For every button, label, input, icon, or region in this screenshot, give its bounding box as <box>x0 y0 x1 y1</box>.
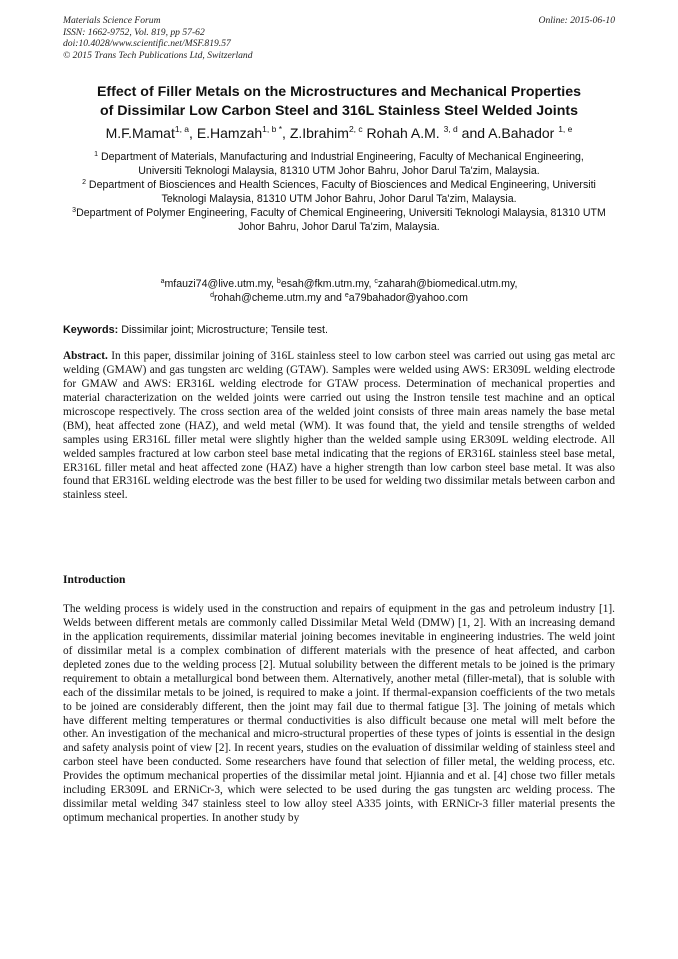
author-emails <box>72 278 606 306</box>
author-separator: , <box>282 125 290 141</box>
introduction-paragraph: The welding process is widely used in the construction and repairs of equipment in the gas and petroleum industry [1]. Welds between different metals are commonly called Dissimilar Metal Weld (DMW) [1, 2]. With an increasing demand in the application requirements, dissimilar material joining becomes inevitable in engineering industries. The weld joint of dissimilar metal is a complex combination of different materials with the presence of heat affected, and carbon depleted zones due to the welding process [2]. Mutual solubility between the different metals to be joined is the primary requirement to obtain a metallurgical bond between them. Alternatively, another metal (filler-metal), that is soluble with each of the dissimilar metals to be joined, is required to make a joint. If thermal-expansion coefficients of the two metals to be joined are considerably different, then the joint may fail due to thermal fatigue [3]. The joining of metals which have different melting temperatures or thermal conductivities is also difficult because one metal will melt before the other. An investigation of the mechanical and micro-structural properties of these types of joints is essential in the design and safety analysis point of view [2]. In recent years, studies on the evaluation of dissimilar welding of stainless steel and carbon steel have been conducted. Some researchers have found that selection of filler metal, the welding process, etc. Provides the optimum mechanical properties of the dissimilar metal joint. Hjiannia and et al. [4] chose two filler metals including ER309L and ERNiCr-3, which were selected to be used during the gas tungsten arc welding process. The dissimilar metal welding 347 stainless steel to low alloy steel A335 joints, with ERNiCr-3 filler material presents the optimum mechanical properties. In another study by <box>63 603 615 825</box>
introduction-heading: Introduction <box>63 574 126 586</box>
affiliation-text: Department of Polymer Engineering, Faculty of Chemical Engineering, Universiti Teknologi Malaysia, 81310 UTM Johor Bahru, Johor Darul Ta'zim, Malaysia. <box>76 207 606 234</box>
keywords-label: Keywords: <box>63 324 119 336</box>
title-line-2: of Dissimilar Low Carbon Steel and 316L Stainless Steel Welded Joints <box>99 102 579 119</box>
abstract-paragraph <box>63 350 615 503</box>
email-address[interactable]: a79bahador@yahoo.com <box>348 291 468 304</box>
author-list <box>40 124 638 142</box>
email-address[interactable]: zaharah@biomedical.utm.my <box>377 278 515 290</box>
author-affiliation-mark: 1, b * <box>262 124 283 134</box>
author-name: E.Hamzah <box>196 125 263 141</box>
email-line-2: $^d$rohah@cheme.utm.my and $^e$a79bahador@yahoo.com <box>210 291 468 304</box>
journal-issn: ISSN: 1662-9752, Vol. 819, pp 57-62 <box>63 26 205 38</box>
author-separator: , <box>189 125 197 141</box>
affiliation-text: Department of Biosciences and Health Sciences, Faculty of Biosciences and Medical Engineering, Universiti Teknologi Malaysia, 81310 UTM Johor Bahru, Johor Darul Ta'zim, Malaysia. <box>88 179 596 206</box>
author-name: Z.Ibrahim <box>289 125 349 141</box>
author-name: Rohah A.M. <box>366 125 440 141</box>
email-mark: c <box>374 278 378 285</box>
email-mark: b <box>276 278 281 285</box>
affiliation-item <box>72 206 606 234</box>
email-mark: e <box>344 291 349 299</box>
introduction-section <box>63 603 615 826</box>
title-line-1: Effect of Filler Metals on the Microstructures and Mechanical Properties <box>96 84 582 100</box>
online-date: Online: 2015-06-10 <box>538 15 615 26</box>
abstract-text: In this paper, dissimilar joining of 316L stainless steel to low carbon steel was carried out using gas metal arc welding (GMAW) and gas tungsten arc welding (GTAW). Samples were welded using AWS: ER309L welding electrode for GMAW and AWS: ER316L welding electrode for GTAW process. Determination of mechanical properties and material characterization on the welded joints were carried out using the Instron tensile test machine and an optical microscope respectively. The cross section area of the welded joint consists of three main areas namely the base metal (BM), heat affected zone (HAZ), and weld metal (WM). It was found that, the yield and tensile strengths of welded samples using ER316L filler metal were slightly higher than the welded sample using ER309L welding electrode. All welded samples fractured at low carbon steel base metal indicating that the regions of ER316L stainless steel base metal, ER316L filler metal and heat affected zone (HAZ) have a higher strength than low carbon steel base metal. It was also found that ER316L welding electrode was the best filler to be used for welding two dissimilar metals between carbon and stainless steel. <box>63 350 615 502</box>
journal-copyright: © 2015 Trans Tech Publications Ltd, Switzerland <box>63 49 253 61</box>
author-affiliation-mark: 1, a <box>174 124 190 134</box>
email-mark: d <box>210 291 214 299</box>
author-affiliation-mark: 2, c <box>348 124 363 134</box>
author-name: M.F.Mamat <box>105 125 175 141</box>
affiliation-number: 3 <box>72 207 77 215</box>
author-affiliation-mark: 3, d <box>443 124 458 134</box>
affiliation-item <box>72 150 606 178</box>
email-address[interactable]: esah@fkm.utm.my <box>280 278 369 290</box>
keywords <box>63 323 615 337</box>
keywords-text: Dissimilar joint; Microstructure; Tensile test. <box>121 324 328 336</box>
abstract-label: Abstract. <box>63 350 108 362</box>
journal-name: Materials Science Forum <box>63 15 161 26</box>
journal-doi: doi:10.4028/www.scientific.net/MSF.819.57 <box>63 38 231 50</box>
paper-title <box>50 83 628 120</box>
email-mark: a <box>160 278 165 285</box>
affiliations <box>72 150 606 235</box>
affiliation-number: 1 <box>94 151 99 158</box>
email-address[interactable]: rohah@cheme.utm.my <box>213 291 322 304</box>
email-line-1: $^a$mfauzi74@live.utm.my, $^b$esah@fkm.utm.my, $^c$zaharah@biomedical.utm.my, <box>160 278 518 290</box>
email-address[interactable]: mfauzi74@live.utm.my <box>164 278 272 290</box>
abstract-section <box>63 350 615 503</box>
journal-header <box>63 15 615 61</box>
author-name: A.Bahador <box>488 125 555 141</box>
affiliation-number: 2 <box>82 179 86 187</box>
author-and: and <box>457 125 489 141</box>
affiliation-item <box>72 178 606 206</box>
author-affiliation-mark: 1, e <box>558 124 573 134</box>
affiliation-text: Department of Materials, Manufacturing and Industrial Engineering, Faculty of Mechanical Engineering, Universiti Teknologi Malaysia, 81310 UTM Johor Bahru, Johor Darul Ta'zim, Malaysia. <box>100 151 584 178</box>
